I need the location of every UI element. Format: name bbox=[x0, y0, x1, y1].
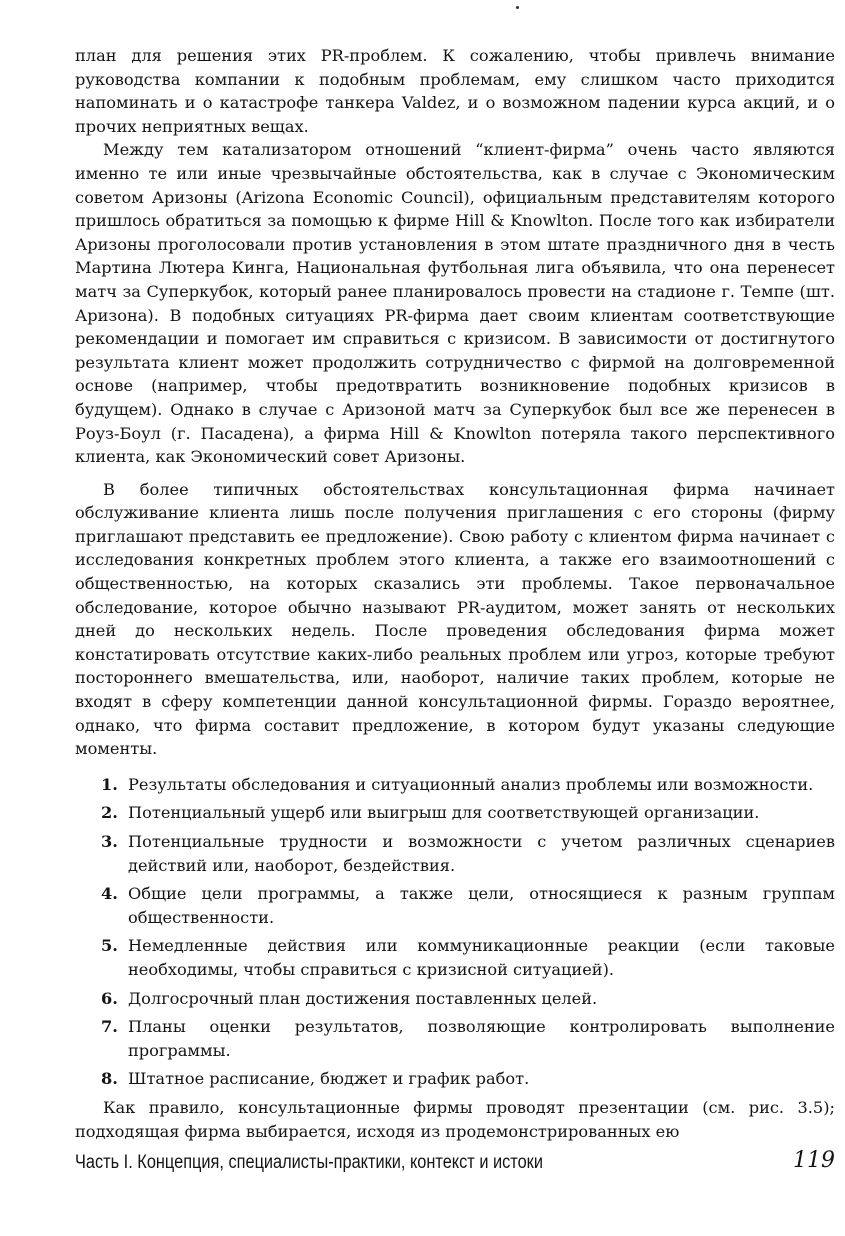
list-item: 2. Потенциальный ущерб или выигрыш для соответствующей организации. bbox=[101, 803, 760, 823]
page-number: 119 bbox=[793, 1148, 835, 1173]
scan-speck bbox=[516, 6, 519, 9]
page-footer bbox=[75, 1144, 835, 1184]
list-item: 6. Долгосрочный план достижения поставленных целей. bbox=[101, 988, 598, 1008]
paragraph-4: Как правило, консультационные фирмы проводят презентации (см. рис. 3.5); подходящая фирма выбирается, исходя из продемонстрированных ею bbox=[75, 1097, 835, 1141]
running-title: Часть I. Концепция, специалисты-практики, контекст и истоки bbox=[75, 1152, 543, 1173]
list-item: 5. Немедленные действия или коммуникационные реакции (если таковые необходимы, чтобы справиться с кризисной ситуацией). bbox=[101, 936, 835, 979]
paragraph-1: план для решения этих PR-проблем. К сожалению, чтобы привлечь внимание руководства компании к подобным проблемам, ему слишком часто приходится напоминать и о катастрофе танкера Valdez, и о возможном падении курса акций, и о прочих неприятных вещах. bbox=[75, 46, 835, 136]
paragraph-2: Между тем катализатором отношений “клиент-фирма” очень часто являются именно те или иные чрезвычайные обстоятельства, как в случае с Экономическим советом Аризоны (Arizona Economic Council), официальным представителям которого пришлось обратиться за помощью к фирме Hill & Knowlton. После того как избиратели Аризоны проголосовали против установления в этом штате праздничного дня в честь Мартина Лютера Кинга, Национальная футбольная лига объявила, что она перенесет матч за Суперкубок, который ранее планировалось провести на стадионе г. Темпе (шт. Аризона). В подобных ситуациях PR-фирма дает своим клиентам соответствующие рекомендации и помогает им справиться с кризисом. В зависимости от достигнутого результата клиент может продолжить сотрудничество с фирмой на долговременной основе (например, чтобы предотвратить возникновение подобных кризисов в будущем). Однако в случае с Аризоной матч за Суперкубок был все же перенесен в Роуз-Боул (г. Пасадена), а фирма Hill & Knowlton потеряла такого перспективного клиента, как Экономический совет Аризоны. bbox=[75, 140, 835, 467]
list-item: 7. Планы оценки результатов, позволяющие контролировать выполнение программы. bbox=[101, 1017, 835, 1060]
list-item: 1. Результаты обследования и ситуационный анализ проблемы или возможности. bbox=[101, 774, 814, 794]
list-item: 8. Штатное расписание, бюджет и график работ. bbox=[101, 1069, 530, 1089]
list-item: 3. Потенциальные трудности и возможности с учетом различных сценариев действий или, наоборот, бездействия. bbox=[101, 832, 835, 875]
numbered-list bbox=[75, 773, 835, 1091]
paragraph-3: В более типичных обстоятельствах консультационная фирма начинает обслуживание клиента лишь после получения приглашения с его стороны (фирму приглашают представить ее предложение). Свою работу с клиентом фирма начинает с исследования конкретных проблем этого клиента, а также его взаимоотношений с общественностью, на которых сказались эти проблемы. Такое первоначальное обследование, которое обычно называют PR-аудитом, может занять от нескольких дней до нескольких недель. После проведения обследования фирма может констатировать отсутствие каких-либо реальных проблем или угроз, которые требуют постороннего вмешательства, или, наоборот, наличие таких проблем, которые не входят в сферу компетенции данной консультационной фирмы. Гораздо вероятнее, однако, что фирма составит предложение, в котором будут указаны следующие моменты. bbox=[75, 479, 835, 759]
list-item: 4. Общие цели программы, а также цели, относящиеся к разным группам общественности. bbox=[101, 884, 835, 927]
page-body bbox=[75, 44, 835, 1143]
